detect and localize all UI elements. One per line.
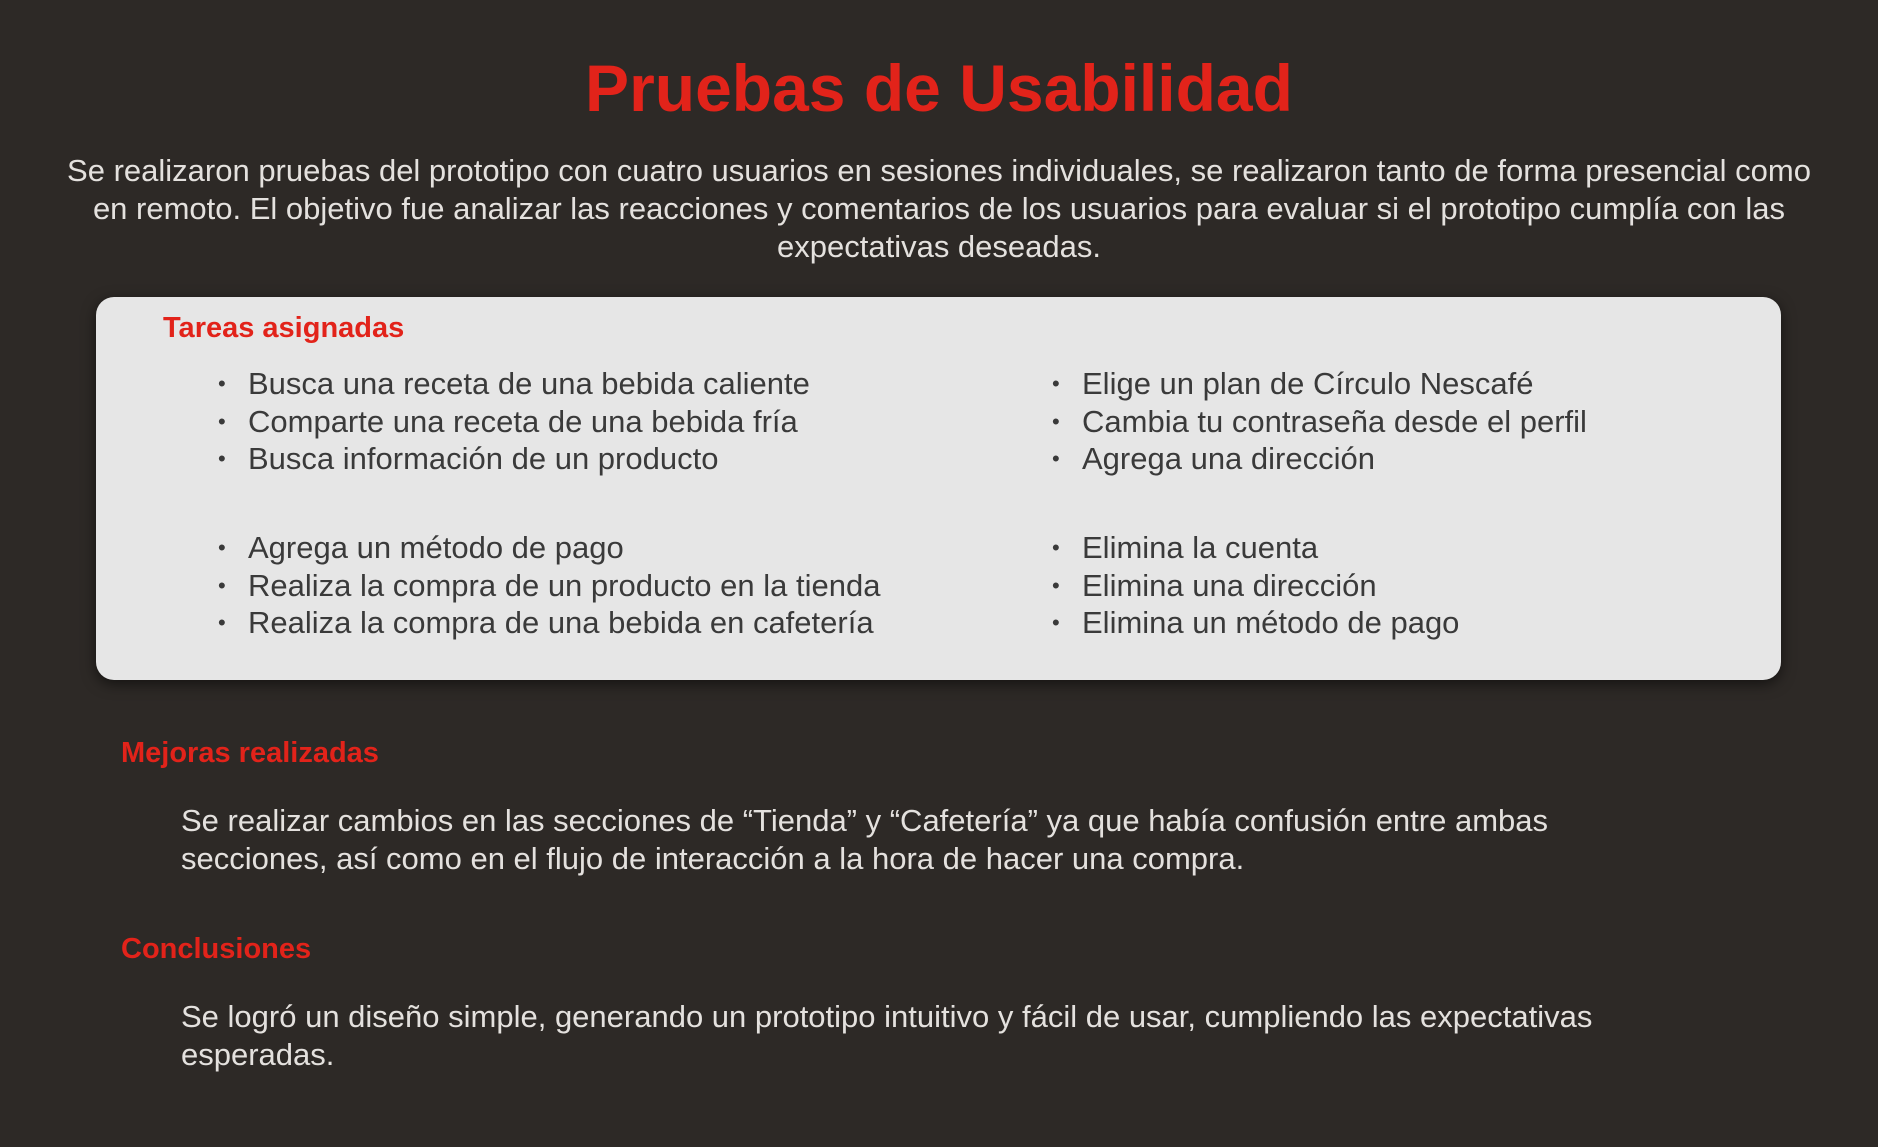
bullet-icon: • [218,446,226,471]
task-label: Realiza la compra de una bebida en cafetería [248,605,874,640]
bullet-icon: • [1052,408,1060,434]
task-label: Elige un plan de Círculo Nescafé [1082,366,1534,401]
list-item [1052,440,1587,478]
list-item [1052,529,1459,567]
list-item [1052,365,1587,403]
improvements-heading: Mejoras realizadas [121,737,379,769]
bullet-icon: • [1052,446,1060,471]
conclusions-heading: Conclusiones [121,933,312,965]
list-item [218,567,880,605]
task-label: Busca información de un producto [248,441,719,476]
task-label: Realiza la compra de un producto en la tienda [248,567,881,603]
task-label: Agrega una dirección [1082,441,1375,476]
bullet-icon: • [218,408,226,434]
bullet-icon: • [1052,535,1060,560]
tasks-heading: Tareas asignadas [163,312,405,344]
list-item [218,604,880,642]
bullet-icon: • [1052,572,1060,598]
improvements-text: Se realizar cambios en las secciones de “Tienda” y “Cafetería” ya que había confusión entre ambas secciones, así como en el flujo de interacción a la hora de hacer una compra. [181,803,1549,876]
list-item [218,403,810,441]
task-label: Agrega un método de pago [248,530,624,565]
intro-paragraph: Se realizaron pruebas del prototipo con cuatro usuarios en sesiones individuales, se realizaron tanto de forma presencial como en remoto. El objetivo fue analizar las reacciones y comentarios de los usuarios para evaluar si el prototipo cumplía con las expectativas deseadas. [67,153,1811,264]
bullet-icon: • [218,535,226,560]
page-title: Pruebas de Usabilidad [585,51,1293,125]
task-list-group-3 [218,529,880,642]
list-item [218,440,810,478]
list-item [1052,403,1587,441]
task-label: Busca una receta de una bebida caliente [248,366,810,401]
bullet-icon: • [218,371,226,396]
task-list-group-1 [218,365,810,478]
task-list-group-4 [1052,529,1459,642]
bullet-icon: • [218,572,226,598]
task-label: Comparte una receta de una bebida fría [248,403,798,439]
bullet-icon: • [1052,371,1060,396]
list-item [218,529,880,567]
list-item [1052,604,1459,642]
bullet-icon: • [1052,610,1060,635]
task-label: Elimina la cuenta [1082,530,1319,565]
list-item [1052,567,1459,605]
task-label: Elimina una dirección [1082,567,1377,603]
task-list-group-2 [1052,365,1587,478]
conclusions-text: Se logró un diseño simple, generando un prototipo intuitivo y fácil de usar, cumpliendo las expectativas esperadas. [181,999,1593,1072]
bullet-icon: • [218,610,226,635]
task-label: Elimina un método de pago [1082,605,1460,640]
task-label: Cambia tu contraseña desde el perfil [1082,403,1587,439]
list-item [218,365,810,403]
